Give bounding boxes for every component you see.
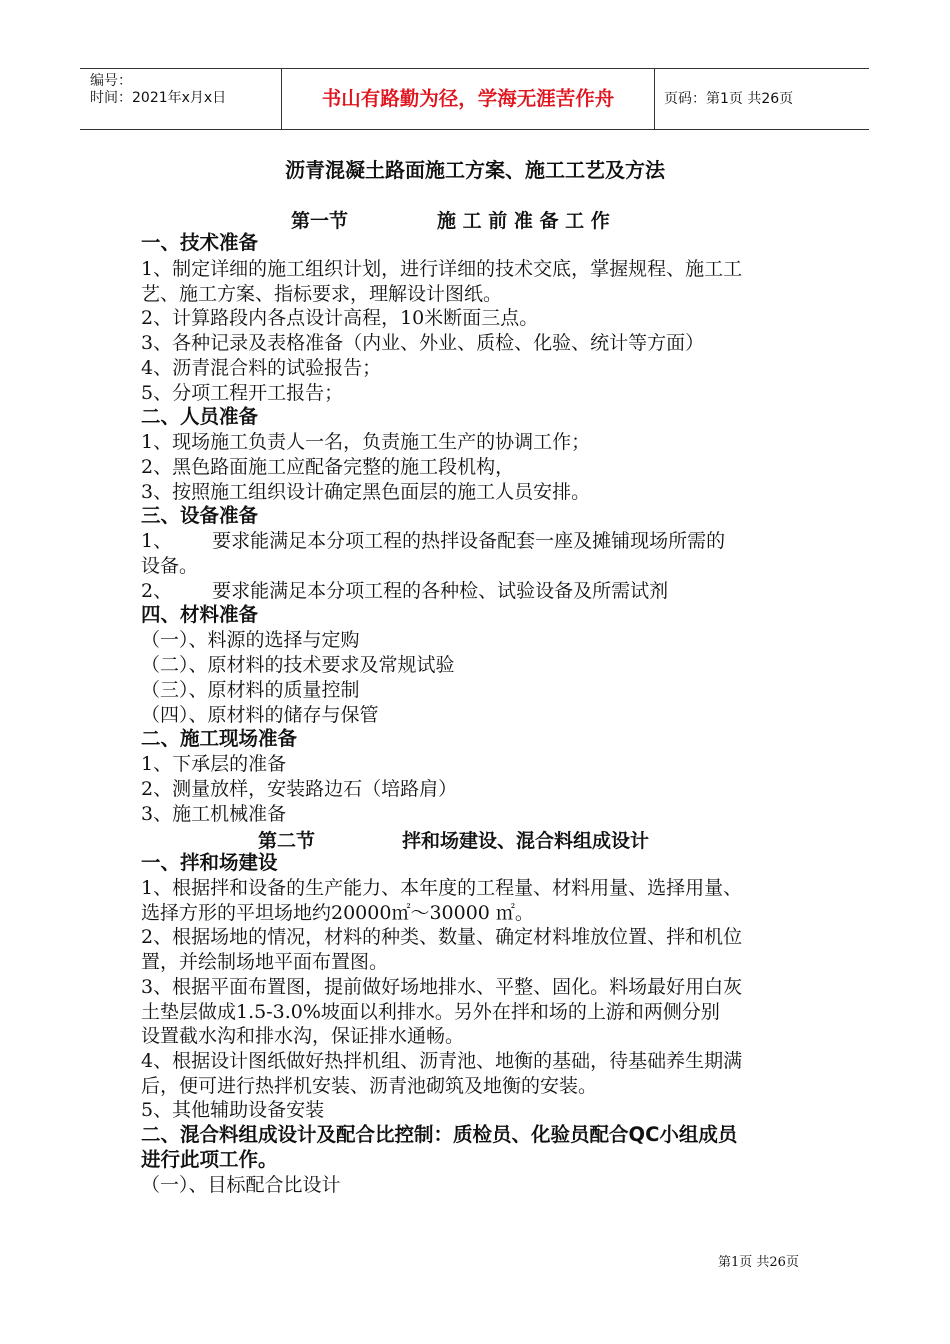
text-line: 1、现场施工负责人一名，负责施工生产的协调工作；: [141, 431, 591, 453]
text-line: 2、黑色路面施工应配备完整的施工段机构，: [141, 456, 515, 478]
text-line: 2、根据场地的情况，材料的种类、数量、确定材料堆放位置、拌和机位: [141, 926, 743, 948]
section-2-title: 拌和场建设、混合料组成设计: [402, 830, 650, 852]
header-meta-cell: [80, 69, 282, 129]
text-line: 置，并绘制场地平面布置图。: [141, 951, 389, 973]
text-line: 设备。: [141, 555, 199, 577]
header-page-info: 页码：第1页 共26页: [664, 91, 794, 107]
heading-mix-design: 二、混合料组成设计及配合比控制：质检员、化验员配合QC小组成员: [141, 1123, 738, 1146]
text-line: （一）、料源的选择与定购: [141, 629, 360, 651]
text-line: （四）、原材料的储存与保管: [141, 704, 379, 726]
item-number: 1、: [141, 530, 173, 552]
heading-equipment-prep: 三、设备准备: [141, 504, 259, 527]
number-label: 编号：: [90, 73, 132, 89]
heading-mix-design-cont: 进行此项工作。: [141, 1148, 278, 1171]
text-line: 1、下承层的准备: [141, 753, 287, 775]
text-line: 设置截水沟和排水沟，保证排水通畅。: [141, 1025, 465, 1047]
item-number: 2、: [141, 580, 173, 602]
text-line: 后，便可进行热拌机安装、沥青池砌筑及地衡的安装。: [141, 1075, 598, 1097]
text-line: 1、制定详细的施工组织计划，进行详细的技术交底，掌握规程、施工工: [141, 258, 743, 280]
text-line: 5、其他辅助设备安装: [141, 1099, 325, 1121]
section-2-label: 第二节: [258, 830, 316, 852]
text-line: 3、按照施工组织设计确定黑色面层的施工人员安排。: [141, 481, 591, 503]
text-line: 艺、施工方案、指标要求，理解设计图纸。: [141, 283, 503, 305]
text-line: （三）、原材料的质量控制: [141, 679, 360, 701]
heading-personnel-prep: 二、人员准备: [141, 405, 259, 428]
header-motto: 书山有路勤为径，学海无涯苦作舟: [282, 69, 655, 129]
text-line: [141, 529, 725, 553]
heading-mixing-plant: 一、拌和场建设: [141, 851, 278, 874]
text-line: （一）、目标配合比设计: [141, 1174, 341, 1196]
text-line: （二）、原材料的技术要求及常规试验: [141, 654, 455, 676]
text-line: 5、分项工程开工报告；: [141, 382, 344, 404]
text-line: 4、根据设计图纸做好热拌机组、沥青池、地衡的基础，待基础养生期满: [141, 1050, 743, 1072]
document-title: 沥青混凝土路面施工方案、施工工艺及方法: [285, 158, 665, 182]
text-line: 2、计算路段内各点设计高程，10米断面三点。: [141, 307, 539, 329]
heading-site-prep: 二、施工现场准备: [141, 727, 298, 750]
time-label: 时间：2021年x月x日: [90, 90, 227, 106]
item-text: 要求能满足本分项工程的各种检、试验设备及所需试剂: [212, 580, 669, 602]
text-line: 1、根据拌和设备的生产能力、本年度的工程量、材料用量、选择用量、: [141, 877, 743, 899]
text-line: 2、测量放样，安装路边石（培路肩）: [141, 778, 458, 800]
text-line: 3、根据平面布置图，提前做好场地排水、平整、固化。料场最好用白灰: [141, 976, 743, 998]
page-footer: 第1页 共26页: [718, 1255, 799, 1270]
item-text: 要求能满足本分项工程的热拌设备配套一座及摊铺现场所需的: [212, 530, 726, 552]
heading-technical-prep: 一、技术准备: [141, 231, 259, 254]
heading-material-prep: 四、材料准备: [141, 603, 259, 626]
section-1-title: 施 工 前 准 备 工 作: [437, 210, 610, 232]
text-line: 选择方形的平坦场地约20000㎡～30000 ㎡。: [141, 902, 534, 924]
section-1-heading: [0, 206, 950, 232]
section-1-label: 第一节: [291, 210, 349, 232]
text-line: 3、施工机械准备: [141, 803, 287, 825]
text-line: 4、沥青混合料的试验报告；: [141, 357, 382, 379]
text-line: 土垫层做成1.5-3.0%坡面以利排水。另外在拌和场的上游和两侧分别: [141, 1001, 720, 1023]
text-line: [141, 579, 668, 603]
text-line: 3、各种记录及表格准备（内业、外业、质检、化验、统计等方面）: [141, 332, 705, 354]
page-header: [80, 68, 869, 130]
section-2-heading: [0, 826, 950, 852]
